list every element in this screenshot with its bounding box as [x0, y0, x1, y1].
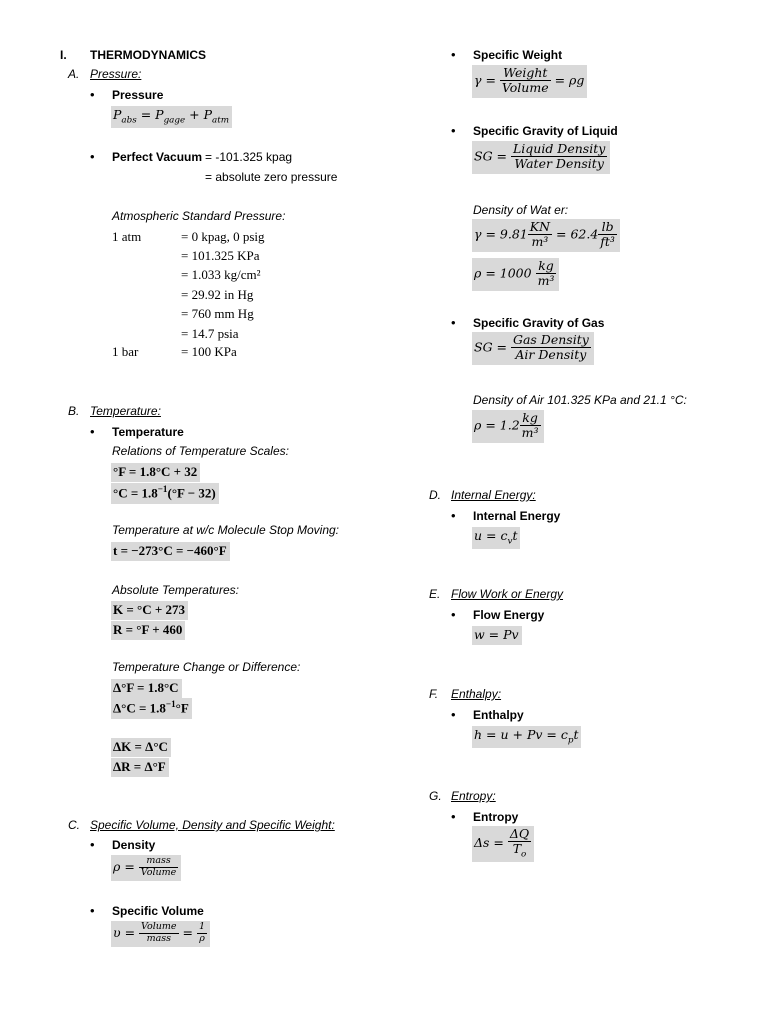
- dw-denominator-2: ft³: [600, 234, 615, 250]
- specific-gravity-gas-label: Specific Gravity of Gas: [473, 316, 605, 330]
- atm-value-1: = 101.325 KPa: [181, 248, 260, 263]
- sw-numerator: Weight: [500, 66, 551, 81]
- section-e-title: Flow Work or Energy: [451, 587, 564, 601]
- specific-weight-equation: [472, 65, 587, 98]
- enthalpy-label: Enthalpy: [473, 708, 524, 722]
- absolute-zero-equation: t = −273°C = −460°F: [111, 542, 230, 561]
- section-a-title: Pressure:: [90, 67, 142, 81]
- absolute-temperatures-note: Absolute Temperatures:: [112, 583, 239, 597]
- delta-r-equation: ΔR = Δ°F: [111, 758, 169, 777]
- dw-lhs: γ = 9.81: [474, 226, 528, 242]
- section-d-letter: D.: [429, 488, 441, 502]
- enthalpy-equation: $h = u + Pv = c_pt$: [472, 726, 581, 748]
- delta-f-equation: Δ°F = 1.8°C: [111, 679, 182, 698]
- sv-lhs: υ =: [113, 924, 136, 940]
- specific-gravity-gas-equation: [472, 332, 594, 365]
- delta-k-equation: ΔK = Δ°C: [111, 738, 171, 757]
- bullet: •: [451, 123, 456, 138]
- atm-standard-note: Atmospheric Standard Pressure:: [112, 209, 286, 223]
- bullet: •: [451, 809, 456, 824]
- bullet: •: [90, 424, 95, 439]
- bullet: •: [90, 903, 95, 918]
- perfect-vacuum-value-2: = absolute zero pressure: [205, 170, 338, 184]
- atm-value-3: = 29.92 in Hg: [181, 287, 254, 302]
- pressure-bullet-label: Pressure: [112, 88, 164, 102]
- entropy-lhs: Δs =: [474, 834, 504, 850]
- heading-numeral: I.: [60, 48, 67, 62]
- density-lhs: ρ =: [113, 858, 135, 874]
- dw-denominator: m³: [531, 234, 549, 250]
- density-numerator: mass: [139, 856, 179, 868]
- flow-energy-label: Flow Energy: [473, 608, 545, 622]
- density-equation: [111, 855, 181, 881]
- density-water-note: Density of Wat er:: [473, 203, 569, 217]
- sgg-numerator: Gas Density: [512, 332, 589, 347]
- bullet: •: [451, 315, 456, 330]
- density-water-equation: [472, 219, 620, 252]
- absolute-pressure-equation: $P_{abs} = P_{gage} + P_{atm}$: [111, 106, 232, 128]
- specific-gravity-liquid-label: Specific Gravity of Liquid: [473, 124, 618, 138]
- bullet: •: [451, 47, 456, 62]
- delta-c-equation: $\Delta^\circ C = 1.8^{-1}^\circ F$: [111, 698, 192, 719]
- temperature-change-note: Temperature Change or Difference:: [112, 660, 301, 674]
- fahrenheit-equation: °F = 1.8°C + 32: [111, 463, 200, 482]
- da-denominator: m³: [521, 425, 539, 441]
- specific-gravity-liquid-equation: [472, 141, 610, 174]
- sv-denominator: mass: [146, 932, 171, 944]
- entropy-label: Entropy: [473, 810, 519, 824]
- atm-value-5: = 14.7 psia: [181, 326, 239, 341]
- section-c-letter: C.: [68, 818, 80, 832]
- section-c-title: Specific Volume, Density and Specific Weight:: [90, 818, 335, 832]
- sv-denominator-2: ρ: [199, 932, 205, 944]
- sgl-lhs: SG =: [474, 148, 507, 164]
- bullet: •: [90, 87, 95, 102]
- internal-energy-equation: $u = c_vt$: [472, 527, 520, 549]
- internal-energy-label: Internal Energy: [473, 509, 561, 523]
- section-f-title: Enthalpy:: [451, 687, 502, 701]
- dw-numerator-2: lb: [598, 220, 617, 235]
- celsius-equation: $^\circ C = 1.8^{-1}(^\circ F - 32)$: [111, 483, 219, 504]
- dw-mid: = 62.4: [556, 226, 599, 242]
- sw-rhs: = ρg: [554, 72, 585, 88]
- dw2-denominator: m³: [537, 273, 555, 289]
- rankine-equation: R = °F + 460: [111, 621, 185, 640]
- bar-label: 1 bar: [112, 344, 139, 359]
- sgg-denominator: Air Density: [515, 347, 587, 363]
- temperature-relations-note: Relations of Temperature Scales:: [112, 444, 289, 458]
- density-air-equation: [472, 410, 544, 443]
- entropy-numerator: ΔQ: [509, 826, 530, 841]
- bullet: •: [451, 707, 456, 722]
- bullet: •: [451, 607, 456, 622]
- perfect-vacuum-label: Perfect Vacuum: [112, 150, 203, 164]
- sw-lhs: γ =: [474, 72, 496, 88]
- specific-volume-bullet-label: Specific Volume: [112, 904, 204, 918]
- section-g-title: Entropy:: [451, 789, 496, 803]
- sgl-numerator: Liquid Density: [512, 141, 606, 156]
- section-a-letter: A.: [68, 67, 80, 81]
- bullet: •: [90, 149, 95, 164]
- sv-numerator: Volume: [141, 921, 177, 932]
- section-d-title: Internal Energy:: [451, 488, 536, 502]
- atm-value-2: = 1.033 kg/cm²: [181, 267, 261, 282]
- sv-numerator-2: 1: [198, 921, 206, 932]
- bar-value: = 100 KPa: [181, 344, 237, 359]
- section-f-letter: F.: [429, 687, 439, 701]
- atm-value-4: = 760 mm Hg: [181, 306, 254, 321]
- sv-equals: =: [182, 924, 193, 940]
- specific-weight-label: Specific Weight: [473, 48, 563, 62]
- page-title: THERMODYNAMICS: [90, 48, 206, 62]
- bullet: •: [90, 837, 95, 852]
- atm-label: 1 atm: [112, 229, 142, 244]
- kelvin-equation: K = °C + 273: [111, 601, 188, 620]
- entropy-equation: [472, 826, 534, 862]
- molecule-stop-note: Temperature at w/c Molecule Stop Moving:: [112, 523, 339, 537]
- specific-volume-equation: [111, 921, 210, 947]
- section-b-letter: B.: [68, 404, 80, 418]
- da-lhs: ρ = 1.2: [474, 417, 520, 433]
- density-bullet-label: Density: [112, 838, 156, 852]
- dw2-lhs: ρ = 1000: [474, 265, 532, 281]
- density-air-note: Density of Air 101.325 KPa and 21.1 °C:: [473, 393, 687, 407]
- entropy-denominator: $T_o$: [512, 841, 527, 860]
- atm-value-0: = 0 kpag, 0 psig: [181, 229, 265, 244]
- sgg-lhs: SG =: [474, 339, 507, 355]
- bullet: •: [451, 508, 456, 523]
- dw-numerator: KN: [529, 219, 551, 234]
- perfect-vacuum-value: = -101.325 kpag: [205, 150, 293, 164]
- sgl-denominator: Water Density: [514, 156, 604, 172]
- flow-energy-equation: w = Pv: [472, 626, 522, 645]
- section-g-letter: G.: [429, 789, 442, 803]
- density-water-kg-equation: [472, 258, 559, 291]
- section-b-title: Temperature:: [90, 404, 161, 418]
- density-denominator: Volume: [140, 866, 177, 878]
- temperature-bullet-label: Temperature: [112, 425, 184, 439]
- da-numerator: kg: [520, 411, 541, 426]
- sw-denominator: Volume: [501, 80, 549, 96]
- dw2-numerator: kg: [536, 259, 557, 274]
- section-e-letter: E.: [429, 587, 441, 601]
